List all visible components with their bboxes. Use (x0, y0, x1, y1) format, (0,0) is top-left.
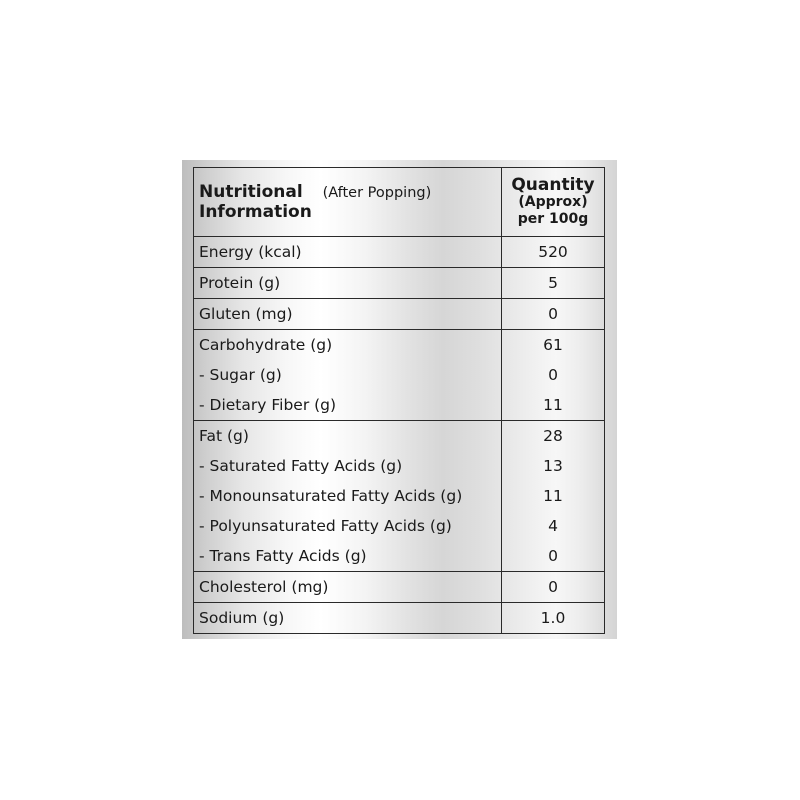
header-note: (After Popping) (322, 184, 432, 201)
nutritional-information-header (194, 168, 502, 237)
nutrient-value: 11 (502, 481, 605, 511)
nutrient-value: 13 (502, 451, 605, 481)
nutrient-name: - Saturated Fatty Acids (g) (194, 451, 502, 481)
nutrient-value: 0 (502, 572, 605, 603)
quantity-header (502, 168, 605, 237)
table-row (194, 511, 605, 541)
nutrient-name: Sodium (g) (194, 603, 502, 634)
nutrient-name: - Sugar (g) (194, 360, 502, 390)
nutrition-facts-table (193, 167, 605, 634)
nutrient-value: 520 (502, 237, 605, 268)
table-row (194, 237, 605, 268)
table-row (194, 330, 605, 361)
quantity-label: Quantity (511, 175, 595, 195)
nutrient-value: 0 (502, 541, 605, 572)
nutrient-name: Fat (g) (194, 421, 502, 452)
header-title-line1: Nutritional (199, 181, 303, 202)
nutrient-name: - Polyunsaturated Fatty Acids (g) (194, 511, 502, 541)
nutrient-name: - Trans Fatty Acids (g) (194, 541, 502, 572)
table-row (194, 360, 605, 390)
nutrient-value: 0 (502, 360, 605, 390)
nutrient-value: 61 (502, 330, 605, 361)
table-row (194, 481, 605, 511)
per-100g-label: per 100g (517, 211, 589, 227)
nutrient-name: - Monounsaturated Fatty Acids (g) (194, 481, 502, 511)
table-row (194, 603, 605, 634)
approx-label: (Approx) (518, 194, 588, 210)
table-row (194, 572, 605, 603)
nutrient-name: Cholesterol (mg) (194, 572, 502, 603)
table-header-row (194, 168, 605, 237)
nutrient-value: 28 (502, 421, 605, 452)
nutrient-name: Protein (g) (194, 268, 502, 299)
nutrient-value: 5 (502, 268, 605, 299)
nutrient-name: Energy (kcal) (194, 237, 502, 268)
table-row (194, 299, 605, 330)
table-row (194, 421, 605, 452)
nutrient-name: Gluten (mg) (194, 299, 502, 330)
header-title-line2: Information (199, 201, 312, 222)
nutrient-value: 11 (502, 390, 605, 421)
nutrient-value: 0 (502, 299, 605, 330)
nutrition-label-panel (182, 160, 617, 639)
table-row (194, 390, 605, 421)
table-row (194, 541, 605, 572)
nutrient-value: 4 (502, 511, 605, 541)
table-row (194, 268, 605, 299)
nutrient-name: Carbohydrate (g) (194, 330, 502, 361)
table-row (194, 451, 605, 481)
nutrient-value: 1.0 (502, 603, 605, 634)
nutrient-name: - Dietary Fiber (g) (194, 390, 502, 421)
